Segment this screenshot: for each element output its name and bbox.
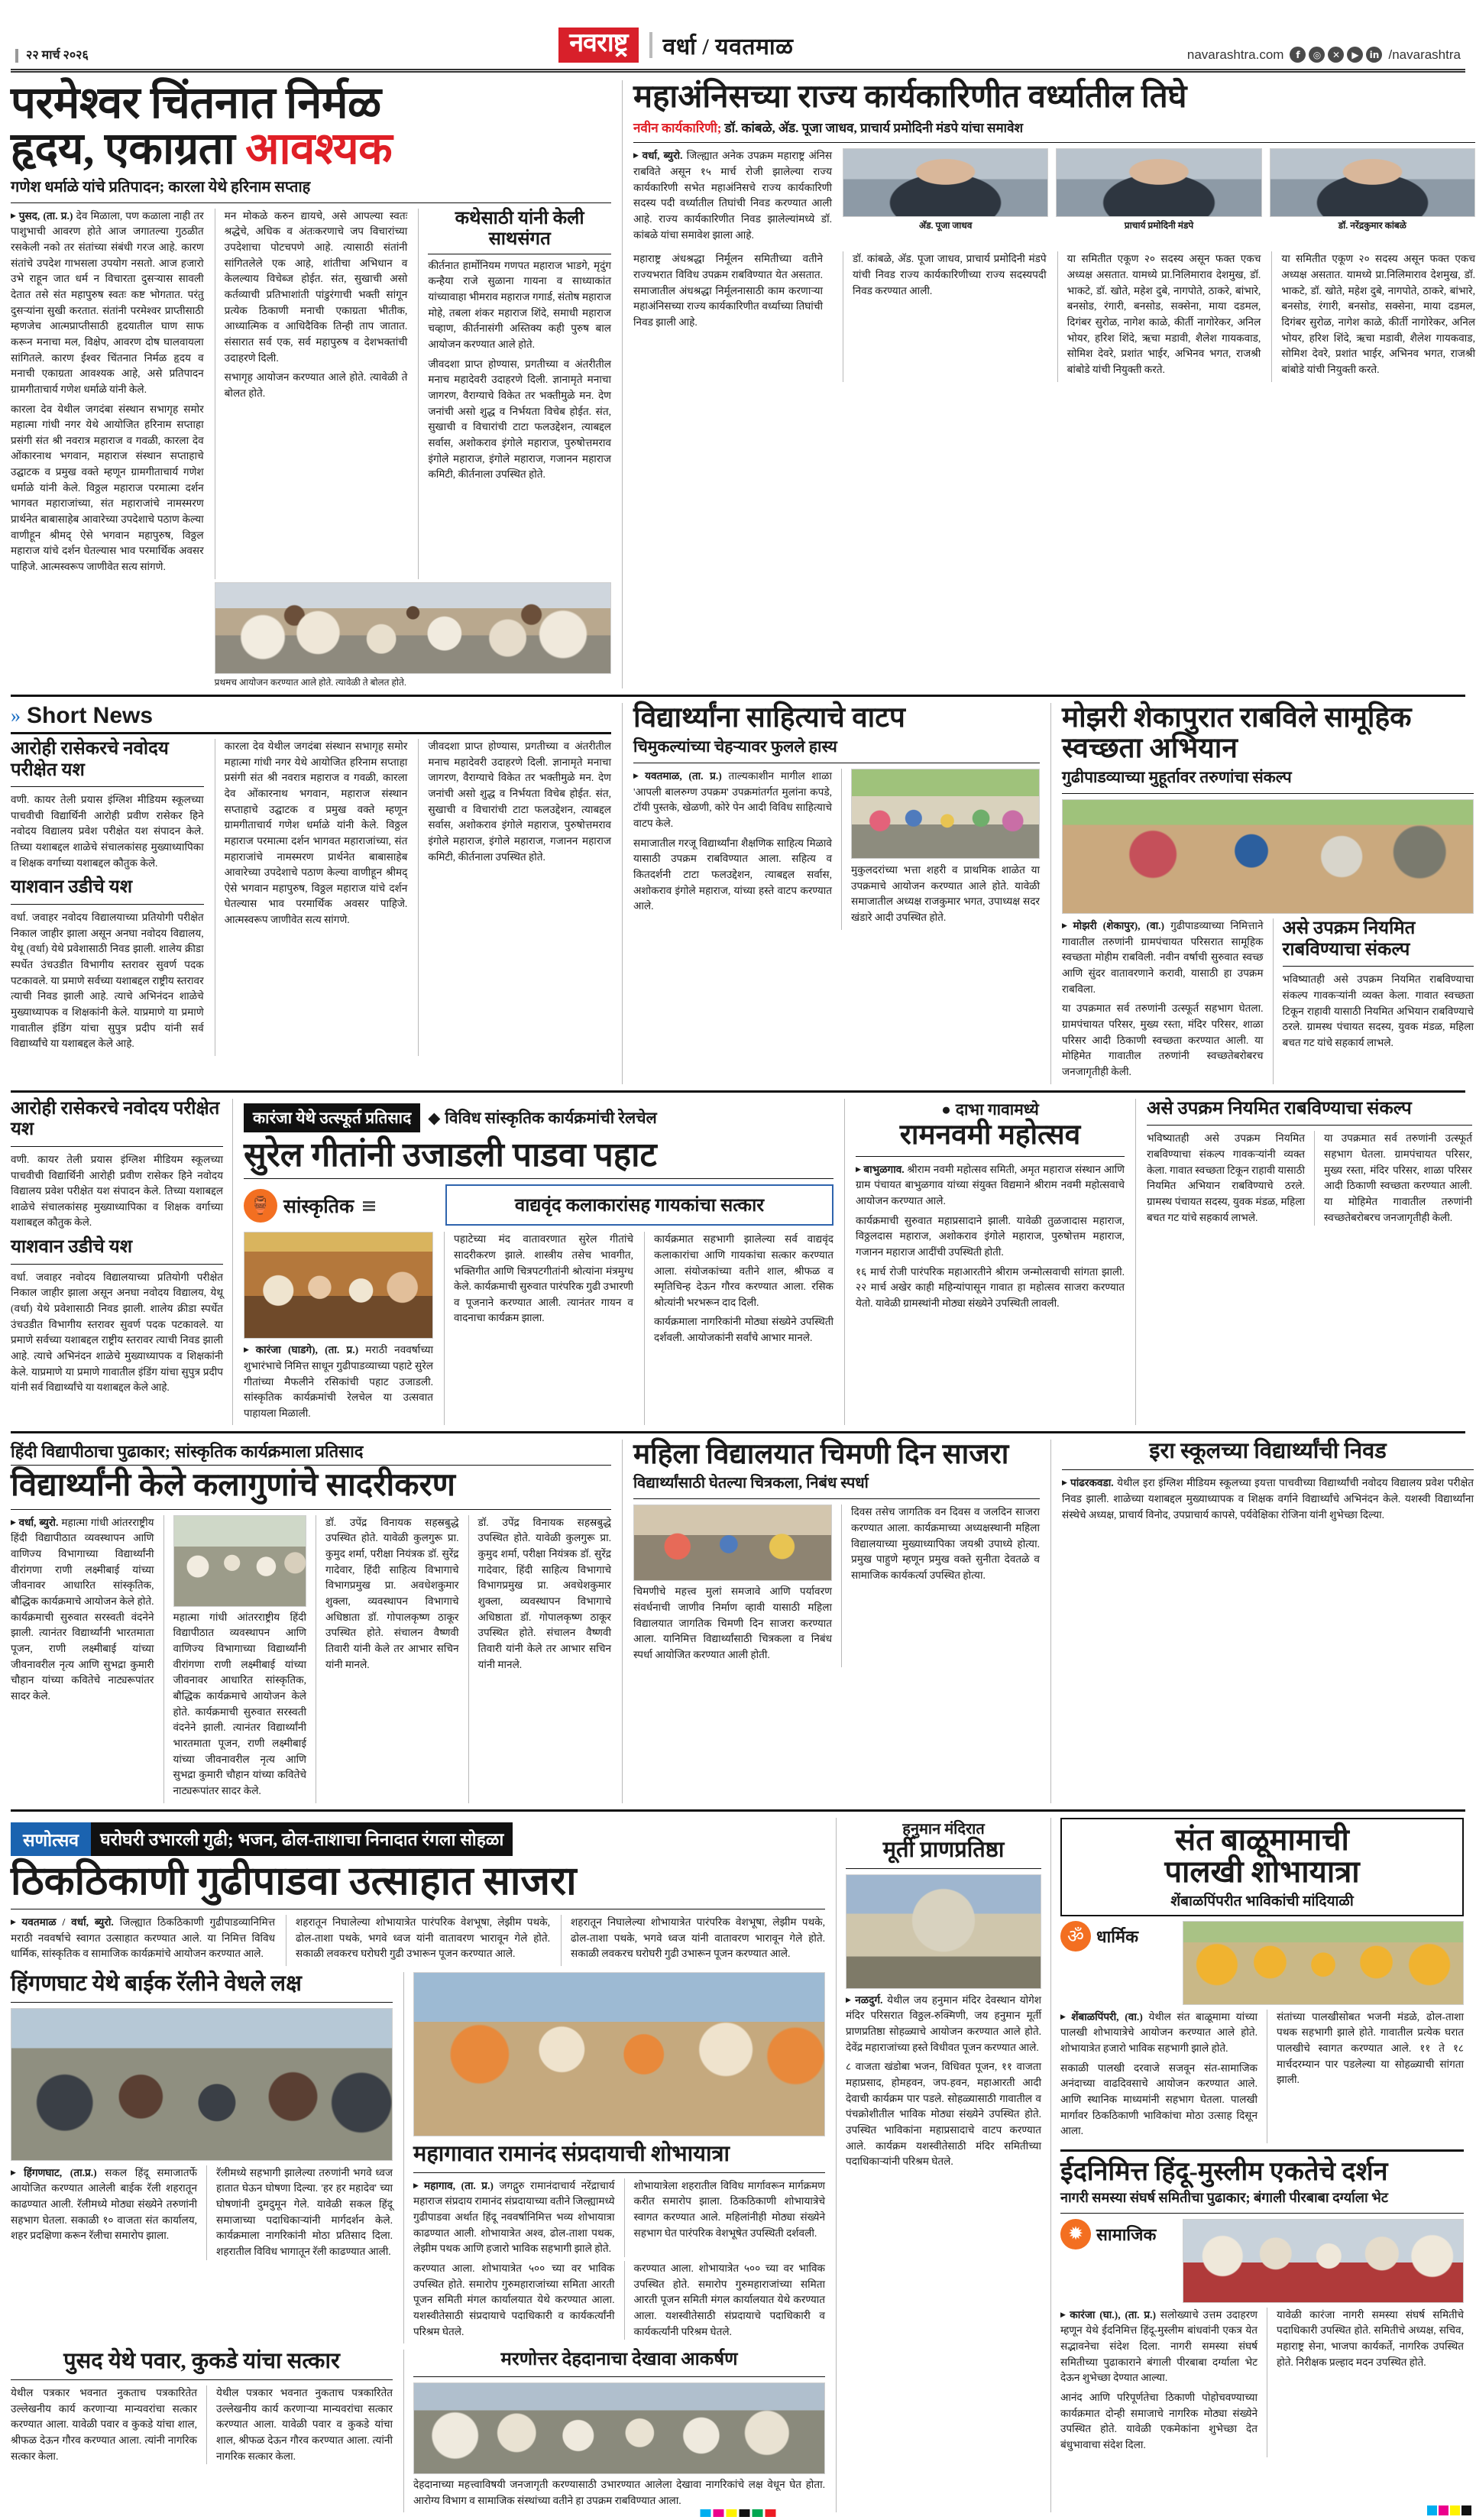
ira-byline: ▶ पांढरकवडा. (1062, 1477, 1114, 1488)
band-divider (11, 1431, 1465, 1433)
portrait-caption: डॉ. नरेंद्रकुमार कांबळे (1338, 220, 1406, 232)
hinganghat-headline: हिंगणघाट येथे बाईक रॅलीने वेधले लक्ष (11, 1971, 302, 1996)
samajik-badge (1060, 2219, 1175, 2250)
mahila-photo (633, 1505, 832, 1581)
cyan-mark (1427, 2505, 1437, 2515)
mahila-headline: महिला विद्यालयात चिमणी दिन साजरा (633, 1439, 1009, 1471)
divider (413, 2376, 825, 2377)
sn2-body: वणी. कायर तेली प्रयास इंग्लिश मीडियम स्कूलच्या पाचवीची विद्यार्थिनी आरोही प्रवीण रासेकर हिने नवोदय विद्यालय प्रवेश परीक्षेत यश संपादन केले. तिच्या यशाबद्दल शाळेचे संचालकांसह मुख्याध्यापिका व शिक्षक वर्गाच्या यशाबद्दल कौतुक केले. (11, 1153, 223, 1229)
divider (1147, 1125, 1472, 1126)
ira-school-story (1051, 1440, 1474, 1803)
dabha-para-2: कार्यक्रमाची सुरुवात महाप्रसादाने झाली. यावेळी तुळजादास महाराज, विठ्ठलदास महाराज, अशोकराव इंगोले महाराज, पुरुषोत्तम महाराज, गजानन महाराज आदींची उपस्थिती होती. (856, 1214, 1125, 1258)
divider (1060, 2213, 1464, 2214)
divider (846, 1868, 1041, 1869)
cmyk-marks (1427, 2505, 1471, 2515)
gp-para-2: शहरातून निघालेल्या शोभायात्रेत पारंपरिक वेशभूषा, लेझीम पथके, ढोल-ताशा पथके, भगवे ध्वज यांनी वातावरण भारावून गेले होते. सकाळी लवकरच घरोघरी गुढी उभारून पूजन करण्यात आले. (296, 1916, 550, 1960)
pusad-body: येथील पत्रकार भवनात नुकताच पत्रकारितेत उल्लेखनीय कार्य करणाऱ्या मान्यवरांचा सत्कार करण्यात आला. यावेळी पवार व कुकडे यांचा शाल, श्रीफळ देऊन गौरव करण्यात आला. त्यांनी नागरिक सत्कार केला. (11, 2387, 197, 2462)
linkedin-icon[interactable]: in (1366, 47, 1382, 63)
publication-date: २२ मार्च २०२६ (15, 49, 89, 63)
short-news-item[interactable] (11, 739, 204, 1056)
divider (413, 2172, 825, 2173)
surel-headline: सुरेल गीतांनी उजाडली पाडवा पहाट (244, 1135, 657, 1174)
short-news-section (11, 703, 622, 1084)
hanuman-story (837, 1818, 1050, 2512)
dharmik-badge (1060, 1921, 1175, 1952)
idnimitta-photo (1183, 2219, 1464, 2303)
mahaanis-headline: महाअंनिसच्या राज्य कार्यकारिणीत वर्ध्यातील तिघे (633, 79, 1187, 115)
palkhi-para-2: सकाळी पालखी दरवाजे सजवून संत-सामाजिक अनंदाच्या वाढदिवसाचे आयोजन करण्यात आले. आणि स्थानिक माध्यमांनी सहभाग घेतला. पालखी मार्गावर ठिकठिकाणी भाविकांचा मोठा उत्साह दिसून आला. (1060, 2062, 1258, 2137)
lead-byline: ▶ पुसद, (ता. प्र.) (11, 210, 73, 222)
lead-headline-line1: परमेश्वर चिंतनात निर्मळ (11, 78, 381, 128)
hanuman-para-1: येथील जय हनुमान मंदिर देवस्थान योगेश मंदिर परिसरात विठ्ठल-रुक्मिणी, जय हनुमान मूर्ती प्राणप्रतिष्ठा सोहळ्याचे आयोजन करण्यात आले होते. देवेंद्र महाराजांच्या हस्ते विधीवत पूजन करण्यात आले. (846, 1994, 1041, 2053)
divider (1283, 966, 1474, 967)
divider (11, 786, 204, 787)
palkhi-photo (1183, 1921, 1464, 2005)
palkhi-story (1051, 1818, 1464, 2512)
cultural-tag-label: सांस्कृतिक (283, 1197, 354, 1218)
portrait-caption: प्राचार्य प्रमोदिनी मंडपे (1124, 220, 1194, 232)
mahaanis-byline: ▶ वर्धा, ब्युरो. (633, 150, 682, 161)
pusad-headline: पुसद येथे पवार, कुकडे यांचा सत्कार (63, 2349, 340, 2374)
website-url[interactable]: navarashtra.com (1186, 47, 1284, 62)
lead-story (11, 80, 622, 688)
mozari-story (1051, 703, 1474, 1084)
marnottar-headline: मरणोत्तर देहदानाचा देखावा आकर्षण (500, 2350, 738, 2370)
mahaanis-para-4: या समितीत एकूण २० सदस्य असून फक्त एकच अध्यक्ष असतात. यामध्ये प्रा.निलिमाराव देशमुख, डॉ. भाकटे, डॉ. खोते, महेश दुबे, नागपोते, ठाकरे, बांभारे, बनसोड, रंगारी, बनसोड, सक्सेना, माया दडमल, दिगंबर सुरोळ, नागेश काळे, कीर्ती नागोरेकर, अनिल भोयर, हरिश शिंदे, ऋचा मडावी, शैलेश गायकवाड, सोमिश देवरे, प्रशांत भाईर, अभिनव भगत, राजश्री बांबोडे यांची नियुक्ती करते. (1067, 253, 1261, 375)
hg-byline: ▶ हिंगणघाट, (ता.प्र.) (11, 2167, 97, 2178)
mahagaon-headline: महागावात रामानंद संप्रदायाची शोभायात्रा (413, 2141, 730, 2166)
edition-name: वर्धा / यवतमाळ (662, 34, 794, 60)
lead-subhead: गणेश धर्माळे यांचे प्रतिपादन; कारला येथे हरिनाम सप्ताह (11, 178, 311, 196)
surel-para-3: कार्यक्रमाला नागरिकांनी मोठ्या संख्येने उपस्थिती दर्शवली. आयोजकांनी सर्वांचे आभार मानले. (654, 1316, 833, 1344)
vidyarthi-photo (851, 769, 1040, 859)
x-icon[interactable]: ✕ (1328, 47, 1344, 63)
divider (11, 904, 204, 905)
dabha-para-3: १६ मार्च रोजी पारंपरिक महाआरतीने श्रीराम जन्मोत्सवाची सांगता झाली. २२ मार्च अखेर काही महिन्यांपासून गावात हा महोत्सव साजरा करण्यात येतो. यावेळी ग्रामस्थांनी मोठ्या संख्येने उपस्थिती लावली. (856, 1265, 1125, 1309)
vidyarthi-para-3: मुकुलदरांच्या भत्ता शहरी व प्राथमिक शाळेत या उपक्रमाचे आयोजन करण्यात आले होते. यावेळी समाजातील अध्यक्ष राजकुमार भगत, उपाध्यक्ष सदर खंडारे आदी उपस्थित होते. (851, 864, 1040, 924)
id-para-3: यावेळी कारंजा नागरी समस्या संघर्ष समितीचे पदाधिकारी उपस्थित होते. समितीचे अध्यक्ष, सचिव, महाराष्ट्र सेना, भाजपा कार्यकर्ते, नागरिक उपस्थित होते. निरीक्षक प्रल्हाद मदन उपस्थित होते. (1277, 2308, 1464, 2368)
lead-headline-accent: आवश्यक (245, 124, 393, 174)
mahaanis-sub-rest: डॉ. कांबळे, अ‍ॅड. पूजा जाधव, प्राचार्य प्रमोदिनी मंडपे यांचा समावेश (724, 121, 1024, 136)
samajik-label: सामाजिक (1096, 2224, 1157, 2244)
gp-para-3: शहरातून निघालेल्या शोभायात्रेत पारंपरिक वेशभूषा, लेझीम पथके, ढोल-ताशा पथके, भगवे ध्वज यांनी वातावरण भारावून गेले होते. सकाळी लवकरच घरोघरी गुढी उभारून पूजन करण्यात आले. (571, 1916, 825, 1960)
mahaanis-col-a (633, 251, 832, 381)
divider (11, 2002, 393, 2003)
gudhipadwa-headline: ठिकठिकाणी गुढीपाडवा उत्साहात साजरा (11, 1859, 577, 1903)
hindi-vidyapith-headline: विद्यार्थ्यांनी केले कलागुणांचे सादरीकरण (11, 1468, 456, 1504)
hindi-vidyapith-story (11, 1440, 622, 1803)
id-byline: ▶ कारंजा (घा.), (ता. प्र.) (1060, 2309, 1156, 2321)
lead-col-2 (215, 209, 408, 579)
short-news-body: वर्धा. जवाहर नवोदय विद्यालयाच्या प्रतियोगी परीक्षेत निकाल जाहीर झाला असून अनघा नवोदय विद्यालय, येथू (वर्धा) येथे प्रवेशासाठी निवड झाली. शालेय क्रीडा स्पर्धेत उंचउडीत विभागीय स्तरावर सुवर्ण पदक पटकावले. या प्रमाणे सर्वच्या यशाबद्दल राष्ट्रीय स्तरावर त्याची निवड झाली आहे. त्याचे अभिनंदन शाळेचे मुख्याध्यापक व शिक्षकांनी केले. याप्रमाणे या प्रमाणे गावातील इंडिंग यांचा सुपुत्र प्रदीप यांनी सर्व विद्यार्थ्यांचे या यशाबद्दल केले आहे. (11, 911, 204, 1050)
vidyarthi-para-1: ताल्यकाशीन मागील शाळा 'आपली बालरुग्ण उपक्रम' उपक्रमांतर्गत मुलांना कपडे, टॉयी पुस्तके, खेळणी, कोरे पेन आदी विविध साहित्याचे वाटप केले. (633, 770, 832, 830)
hanuman-photo (846, 1874, 1041, 1989)
masthead-brand (558, 28, 793, 63)
mahaanis-col-c (1057, 251, 1261, 381)
surel-para-2: पहाटेच्या मंद वातावरणात सुरेल गीतांचे सादरीकरण झाले. शास्त्रीय तसेच भावगीत, भक्तिगीत आणि चित्रपटगीतांनी श्रोत्यांना मंत्रमुग्ध केले. कार्यक्रमाची सुरुवात पारंपरिक गुढी उभारणी व पूजनाने करण्यात आली. त्यानंतर गायन व वादनाचा कार्यक्रम झाला. (454, 1233, 633, 1324)
social-handle: /navarashtra (1388, 47, 1461, 62)
mozari-headline: मोझरी शेकापुरात राबविले सामूहिक स्वच्छता अभियान (1062, 701, 1412, 764)
short-news-label: Short News (27, 702, 154, 728)
lead-col-1 (11, 209, 204, 579)
surel-para-1: मराठी नववर्षाच्या शुभारंभाचे निमित्त साधून गुढीपाडव्याच्या पहाटे सुरेल गीतांच्या मैफलीने रसिकांची पहाट उजाडली. सांस्कृतिक कार्यक्रमांची रेलचेल या उत्सवात पाहायला मिळाली. (244, 1344, 433, 1419)
dabha-story (845, 1099, 1135, 1426)
divider (1062, 793, 1474, 794)
mahila-sub: विद्यार्थ्यांसाठी घेतल्या चित्रकला, निबंध स्पर्धा (633, 1475, 869, 1492)
vidyarthi-headline: विद्यार्थ्यांना साहित्याचे वाटप (633, 701, 905, 734)
band-divider (11, 695, 1465, 697)
divider (244, 1178, 833, 1179)
divider (11, 1264, 223, 1265)
portrait-photo (1270, 148, 1475, 217)
divider (633, 142, 1475, 143)
lead-para-1: देव मिळाला, पण कळाला नाही तर पाशुभाची आवरण होते आज जगातल्या गुठळीत रसकेली नको तर संतांच्या संबंधी गरज आहे. कारण संतांचे उपदेश गाभसला उपयोग नसतो. आज हजारो उभे राहून जात धर्म न विचारता दुसऱ्यास सावली देतात तसे संत महापुरुष स्वतः कष्ट भोगतात. परंतु दुसऱ्यांना सुखी करतात. संतांनी परमेश्वर प्राप्तीसाठी म्हणजेच आत्मप्राप्तीसाठी हृदयातील घाण साफ करून मनाचा मल, विक्षेप, आवरण दोष घालवायला सांगितले. कारण ईश्वर चिंतनात निर्मळ हृदय व मनाची एकाग्रता आवश्यक आहे, असे प्रतिपादन ग्रामगीताचार्य गणेश धर्माळे यांनी केले. (11, 209, 204, 395)
sn2-title: आरोही रासेकरचे नवोदय परीक्षेत यश (11, 1098, 220, 1140)
palkhi-byline: ▶ शेंबाळपिंपरी, (वा.) (1060, 2011, 1143, 2023)
portrait-photo (1056, 148, 1261, 217)
mg-para-1: जगद्गुरु रामानंदाचार्य नरेंद्राचार्य महाराज संप्रदाय रामानंद संप्रदायाच्या वतीने जिल्ह्यामध्ये गुढीपाडवा अर्थात हिंदू नववर्षानिमित्त भव्य शोभायात्रा काढण्यात आली. शोभायात्रेत अश्व, ढोल-ताशा पथक, लेझीम पथक आणि हजारो भाविक सहभागी झाले होते. (413, 2179, 615, 2255)
hv-byline: ▶ वर्धा, ब्युरो. (11, 1517, 58, 1528)
yellow-mark (1450, 2505, 1460, 2515)
surel-story (233, 1099, 844, 1426)
band-divider (11, 1809, 1465, 1812)
hindi-vidyapith-tag: हिंदी विद्यापीठाचा पुढाकार; सांस्कृतिक कार्यक्रमाला प्रतिसाद (11, 1440, 611, 1466)
hv-para-1: महात्मा गांधी आंतरराष्ट्रीय हिंदी विद्यापीठात व्यवस्थापन आणि वाणिज्य विभागाच्या विद्यार्थ्यांनी वीरांगणा राणी लक्ष्मीबाई यांच्या जीवनावर आधारित सांस्कृतिक, बौद्धिक कार्यक्रमाचे आयोजन केले होते. कार्यक्रमाची सुरुवात सरस्वती वंदनेने झाली. त्यानंतर विद्यार्थ्यांनी भारतमाता पूजन, राणी लक्ष्मीबाई यांच्या जीवनावरील नृत्य आणि सुभद्रा कुमारी चौहान यांच्या कवितेचे नाट्यरूपांतर सादर केले. (11, 1516, 154, 1702)
gp-para-1: जिल्ह्यात ठिकठिकाणी गुढीपाडव्यानिमित्त मराठी नववर्षाचे स्वागत उत्साहात करण्यात आले. या निमित्त विविध धार्मिक, सांस्कृतिक व सामाजिक कार्यक्रमांचे आयोजन करण्यात आले. (11, 1916, 275, 1960)
hinganghat-photo (11, 2008, 393, 2161)
dharmik-label: धार्मिक (1096, 1926, 1138, 1946)
band-divider (11, 1090, 1465, 1093)
social-icon: ✹ (1060, 2219, 1091, 2250)
palkhi-headline-l2: पालखी शोभायात्रा (1164, 1854, 1360, 1889)
mozari-para-1: गुढीपाडव्याच्या निमित्ताने गावातील तरुणांनी ग्रामपंचायत परिसरात सामूहिक स्वच्छता मोहीम राबविली. नवीन वर्षाची सुरुवात स्वच्छ आणि सुंदर वातावरणाने करावी, यासाठी हा उपक्रम राबविला. (1062, 920, 1264, 995)
chevron-right-icon: » (11, 704, 21, 727)
black-mark (1461, 2505, 1471, 2515)
mahila-para-2: दिवस तसेच जागतिक वन दिवस व जलदिन साजरा करण्यात आला. कार्यक्रमाच्या अध्यक्षस्थानी महिला विद्यालयाच्या मुख्याध्यापिका जयश्री उपाध्ये होत्या. प्रमुख पाहुणे म्हणून प्रमुख वक्ते सुनीता देवतळे व सामाजिक कार्यकर्त्या उपस्थित होत्या. (851, 1506, 1040, 1582)
mahaanis-para-1: जिल्ह्यात अनेक उपक्रम महाराष्ट्र अंनिस राबविते असून १५ मार्च रोजी झालेल्या राज्य कार्यकारिणी सभेत महाअंनिसचे राज्य कार्यकारिणी सदस्य पदी वर्ध्यातील तिघांची निवड करण्यात आली आहे. राज्य कार्यकारिणीत निवड झालेल्यांमध्ये डॉ. कांबळे यांचा समावेश झाला आहे. (633, 150, 833, 241)
hanuman-byline: ▶ नळदुर्ग. (846, 1994, 882, 2006)
surel-box-body: कार्यक्रमात सहभागी झालेल्या सर्व वाद्यवृंद कलाकारांचा आणि गायकांचा सत्कार करण्यात आला. संयोजकांच्या वतीने शाल, श्रीफळ व स्मृतिचिन्ह देऊन गौरव करण्यात आला. रसिक श्रोत्यांनी भरभरून दाद दिली. (654, 1233, 833, 1308)
short-news-title: याशवान उडीचे यश (11, 877, 133, 898)
mahaanis-sub-red: नवीन कार्यकारिणी; (633, 121, 722, 136)
om-icon: ॐ (1060, 1921, 1091, 1952)
lead-continuation-b (418, 739, 611, 1056)
surel-box-title: वाद्यवृंद कलाकारांसह गायकांचा सत्कार (514, 1196, 765, 1216)
dabha-para-1: श्रीराम नवमी महोत्सव समिती, अमृत महाराज संस्थान आणि ग्राम पंचायत बाभुळगाव यांच्या संयुक्त विद्यमाने श्रीराम नवमी महोत्सवाचे आयोजन करण्यात आले. (856, 1163, 1125, 1207)
lead-col-3 (418, 209, 611, 579)
masthead (11, 17, 1465, 63)
gp-byline: ▶ यवतमाळ / वर्धा, ब्युरो. (11, 1916, 114, 1928)
hanuman-para-2: ८ वाजता खंडोबा भजन, विधिवत पूजन, ११ वाजता महाप्रसाद, होमहवन, जप-हवन, महाआरती आदी देवाची कार्यक्रम पार पडले. सोहळ्यासाठी गावातील व पंचक्रोशीतील भाविक मोठ्या संख्येने उपस्थित होते. उपस्थित भाविकांना महाप्रसादाचे वाटप करण्यात आले. कार्यक्रम यशस्वीतेसाठी मंदिर समितीच्या पदाधिकाऱ्यांनी परिश्रम घेतले. (846, 2061, 1041, 2168)
instagram-icon[interactable]: ◎ (1309, 47, 1325, 63)
dabha-tag: ● दाभा गावामध्ये (941, 1100, 1039, 1119)
navarashtra-logo: नवराष्ट्र (558, 28, 638, 63)
ira-headline: इरा स्कूलच्या विद्यार्थ्यांची निवड (1149, 1439, 1387, 1464)
gudhipadwa-photo (413, 1972, 825, 2136)
youtube-icon[interactable]: ▶ (1347, 47, 1363, 63)
surel-byline: ▶ कारंजा (घाडगे), (ता. प्र.) (244, 1344, 358, 1356)
social-icons (1290, 47, 1382, 63)
divider (1060, 2149, 1464, 2152)
mozari-continued (1136, 1099, 1472, 1426)
divider (633, 1498, 1040, 1499)
mg-para-4: करण्यात आला. शोभायात्रेत ५०० च्या वर भाविक उपस्थित होते. समारोप गुरुमहाराजांच्या समिता आरती पूजन समिती मंगल कार्यालयात येथे करण्यात आला. यशस्वीतेसाठी संप्रदायाचे पदाधिकारी व कार्यकर्त्यांनी परिश्रम घेतले. (624, 2261, 826, 2340)
mozari-side-heading-2: असे उपक्रम नियमित राबविण्याचा संकल्प (1147, 1098, 1412, 1119)
hv-cap: महात्मा गांधी आंतरराष्ट्रीय हिंदी विद्यापीठात व्यवस्थापन आणि वाणिज्य विभागाच्या विद्यार्थ्यांनी वीरांगणा राणी लक्ष्मीबाई यांच्या जीवनावर आधारित सांस्कृतिक, बौद्धिक कार्यक्रमाचे आयोजन केले होते. कार्यक्रमाची सुरुवात सरस्वती वंदनेने झाली. त्यानंतर विद्यार्थ्यांनी भारतमाता पूजन, राणी लक्ष्मीबाई यांच्या जीवनावरील नृत्य आणि सुभद्रा कुमारी चौहान यांच्या कवितेचे नाट्यरूपांतर सादर केले. (173, 1611, 306, 1797)
tag-bars-icon (363, 1201, 375, 1211)
marnottar-photo (413, 2382, 825, 2474)
vidyarthi-byline: ▶ यवतमाळ, (ता. प्र.) (633, 770, 722, 782)
divider (856, 1156, 1125, 1157)
palkhi-title-frame (1060, 1818, 1464, 1916)
mahaanis-col-b (843, 251, 1047, 381)
marnottar-body: देहदानाच्या महत्त्वाविषयी जनजागृती करण्यासाठी उभारण्यात आलेला देखावा नागरिकांचे लक्ष वेधून घेत होता. आरोग्य विभाग व सामाजिक संस्थांच्या वतीने हा उपक्रम राबविण्यात आला. (413, 2478, 825, 2506)
mg-para-3: करण्यात आला. शोभायात्रेत ५०० च्या वर भाविक उपस्थित होते. समारोप गुरुमहाराजांच्या समिता आरती पूजन समिती मंगल कार्यालयात येथे करण्यात आला. यशस्वीतेसाठी संप्रदायाचे पदाधिकारी व कार्यकर्त्यांनी परिश्रम घेतले. (413, 2262, 615, 2337)
id-para-2: आनंद आणि परिपूर्णतेचा ठिकाणी पोहोचवण्याच्या कार्यक्रमात दोन्ही समाजाचे नागरिक मोठ्या संख्येने उपस्थित होते. यावेळी एकमेकांना शुभेच्छा देत बंधुभावाचा संदेश दिला. (1060, 2392, 1258, 2450)
lead-headline (11, 80, 611, 173)
palkhi-headline-l1: संत बाळूमामाची (1175, 1822, 1349, 1857)
lead-para-3: सभागृह आयोजन करण्यात आले होते. त्यावेळी ते बोलत होते. (224, 371, 408, 399)
masthead-divider (649, 32, 652, 58)
divider (11, 1146, 223, 1147)
id-para-1: सलोख्याचे उत्तम उदाहरण म्हणून येथे ईदनिमित्त हिंदू-मुस्लीम बांधवांनी एकत्र येत सद्भावनेचा संदेश दिला. नागरी समस्या संघर्ष समितीच्या पुढाकाराने बंगाली पीरबाबा दर्ग्याला भेट देऊन शुभेच्छा देण्यात आल्या. (1060, 2308, 1258, 2384)
divider (11, 1509, 611, 1510)
idnimitta-headline: ईदनिमित्त हिंदू-मुस्लीम एकतेचे दर्शन (1060, 2157, 1388, 2186)
dabha-byline: ▶ बाभुळगाव. (856, 1164, 905, 1175)
hg-para-2: रॅलीमध्ये सहभागी झालेल्या तरुणांनी भगवे ध्वज हातात घेऊन घोषणा दिल्या. 'हर हर महादेव' च्या घोषणांनी दुमदुमून गेले. यावेळी सकल हिंदू समाजाच्या पदाधिकाऱ्यांनी मार्गदर्शन केले. कार्यक्रमाला नागरिकांनी मोठा प्रतिसाद दिला. शहरातील विविध भागातून रॅली काढण्यात आली. (206, 2165, 393, 2260)
cultural-tag (244, 1189, 435, 1223)
masthead-links (1187, 47, 1461, 63)
divider (11, 202, 611, 203)
pusad-body-2: येथील पत्रकार भवनात नुकताच पत्रकारितेत उल्लेखनीय कार्य करणाऱ्या मान्यवरांचा सत्कार करण्यात आला. यावेळी पवार व कुकडे यांचा शाल, श्रीफळ देऊन गौरव करण्यात आला. त्यांनी नागरिक सत्कार केला. (206, 2386, 393, 2464)
lead-photo (215, 582, 611, 674)
short-news-continued (11, 1099, 232, 1426)
lead-photo-caption: प्रथमच आयोजन करण्यात आले होते. त्यावेळी ते बोलत होते. (214, 676, 406, 688)
divider (1062, 1469, 1474, 1470)
cmyk-registration-strip (701, 2509, 776, 2517)
mozari-cont-2: या उपक्रमात सर्व तरुणांनी उत्स्फूर्त सहभाग घेतला. ग्रामपंचायत परिसर, मुख्य रस्ता, मंदिर परिसर, शाळा परिसर आदी ठिकाणी स्वच्छता करण्यात आली. या मोहिमेत गावातील तरुणांनी स्वच्छतेबरोबरच जनजागृतीही केली. (1314, 1131, 1472, 1226)
gudhipadwa-bar-text: घरोघरी उभारली गुढी; भजन, ढोल-ताशाचा निनादात रंगला सोहळा (91, 1822, 513, 1856)
lead-para-4: मन मोकळे करुन द्यायचे, असे आपल्या स्वतः श्रद्धेचे, अधिक व अंतःकरणाचे जप विचारांच्या उपदेशाचा पोटचपणे आहे. त्यासाठी संतांनी सांगितलेले एक आहे, शांतीचा अभिधान व केलल्याय विचेब्ज होईत. संत, सुखाची असो कर्तव्याची प्रतिभाशांती पांडुरंगाची भक्ती सांगून प्रत्येक ठिकाणी मनाची एकाग्रता भीतीक, आध्यात्मिक व आधिदैविक तिन्ही ताप जातात. संसारात सर्व एक, सर्व महापुरुष व देशभक्तांची उदाहरणे दिली. (224, 209, 408, 364)
mozari-side-heading: असे उपक्रम नियमित राबविण्याचा संकल्प (1282, 918, 1416, 960)
mahaanis-col-1 (633, 148, 832, 247)
mahaanis-col-d (1271, 251, 1475, 381)
gudhipadwa-feature (11, 1818, 836, 2512)
mozari-byline: ▶ मोझरी (शेकापुर), (वा.) (1062, 920, 1164, 931)
magenta-mark (1439, 2505, 1448, 2515)
hanuman-tag: हनुमान मंदिरात (902, 1820, 985, 1838)
short-news-title: आरोही रासेकरचे नवोदय परीक्षेत यश (11, 738, 169, 780)
mahaanis-portraits (843, 148, 1475, 247)
sn3-body: वर्धा. जवाहर नवोदय विद्यालयाच्या प्रतियोगी परीक्षेत निकाल जाहीर झाला असून अनघा नवोदय विद्यालय, येथू (वर्धा) येथे प्रवेशासाठी निवड झाली. शालेय क्रीडा स्पर्धेत उंचउडीत विभागीय स्तरावर सुवर्ण पदक पटकावले. या प्रमाणे सर्वच्या यशाबद्दल राष्ट्रीय स्तरावर त्याची निवड झाली आहे. त्याचे अभिनंदन शाळेचे मुख्याध्यापक व शिक्षकांनी केले. याप्रमाणे या प्रमाणे गावातील इंडिंग यांचा सुपुत्र प्रदीप यांनी सर्व विद्यार्थ्यांचे या यशाबद्दल केले आहे. (11, 1271, 223, 1394)
surel-photo (244, 1232, 433, 1339)
palkhi-para-3: संतांच्या पालखीसोबत भजनी मंडळे, ढोल-ताशा पथक सहभागी झाले होते. गावातील प्रत्येक घरात पालखीचे स्वागत करण्यात आले. ११ ते १८ मार्चदरम्यान पार पडलेल्या या सोहळ्याची सांगता झाली. (1277, 2010, 1464, 2086)
facebook-icon[interactable]: f (1290, 47, 1306, 63)
gudhipadwa-bar (11, 1822, 825, 1856)
vidyarthi-sahitya-story (623, 703, 1050, 1084)
mozari-cont-1: भविष्यातही असे उपक्रम नियमित राबविण्याचा संकल्प गावकऱ्यांनी व्यक्त केला. गावात स्वच्छता टिकून राहावी यासाठी नियमित अभियान राबविण्याचे ठरले. ग्रामस्थ पंचायत सदस्य, युवक मंडळ, महिला बचत गट यांचे सहकार्य लाभले. (1147, 1132, 1306, 1223)
mozari-photo (1062, 799, 1474, 914)
vidyarthi-para-2: समाजातील गरजू विद्यार्थ्यांना शैक्षणिक साहित्य मिळावे यासाठी उपक्रम राबविण्यात आला. सहित्य व कितदर्शनी टाटा फलउद्देशन, त्याबद्दल सर्वास, अशोकराव इंगोले महाराज, यांच्या हस्ते वाटप करण्यात आले. (633, 837, 832, 912)
dabha-headline: रामनवमी महोत्सव (899, 1119, 1081, 1151)
surel-tag-row (244, 1103, 833, 1132)
gudhipadwa-badge: सणोत्सव (11, 1822, 91, 1856)
lead-para-2: कारला देव येथील जगदंबा संस्थान सभागृह समोर महात्मा गांधी नगर येथे आयोजित हरिनाम सप्ताहा प्रसंगी संत श्री नवरात्र महाराज व गवळी, कारला देव ओंकारनाथ भगवान, महाराज संस्थान सप्ताहाचे उद्घाटक व प्रमुख वक्ते म्हणून ग्रामगीताचार्य गणेश धर्माळे यांनी केले. विठ्ठल महाराज परमात्मा दर्शन भागवत महाराजांच्या, संत महाराजांचे नामस्मरण प्रार्थनेत बाबासाहेब आवारेच्या उपदेशाचे पठाण केल्या वाणीहून श्रीमद् ऐसे भगवान महापुरुष, विठ्ठल महाराज यांचे दर्शन घेतल्यास भाव परमार्थिक अवसर पाहिजे. आत्मस्वरूप जाणीवेत सत्य सांगणे. (11, 403, 204, 573)
lead-cont-1: कारला देव येथील जगदंबा संस्थान सभागृह समोर महात्मा गांधी नगर येथे आयोजित हरिनाम सप्ताहा प्रसंगी संत श्री नवरात्र महाराज व गवळी, कारला देव ओंकारनाथ भगवान, महाराज संस्थान सप्ताहाचे उद्घाटक व प्रमुख वक्ते म्हणून ग्रामगीताचार्य गणेश धर्माळे यांनी केले. विठ्ठल महाराज परमात्मा दर्शन भागवत महाराजांच्या, संत महाराजांचे नामस्मरण प्रार्थनेत बाबासाहेब आवारेच्या उपदेशाचे पठाण केल्या वाणीहून श्रीमद् ऐसे भगवान महापुरुष, विठ्ठल महाराज यांचे दर्शन घेतल्यास भाव परमार्थिक अवसर पाहिजे. आत्मस्वरूप जाणीवेत सत्य सांगणे. (224, 740, 408, 926)
mg-para-2: शोभायात्रेला शहरातील विविध मार्गावरून मार्गक्रमण करीत समारोप झाला. ठिकठिकाणी शोभायात्रेचे स्वागत करण्यात आले. महिलांनीही मोठ्या संख्येने सहभाग घेत पारंपरिक वेशभूषेत उपस्थिती दर्शवली. (624, 2178, 826, 2257)
culture-icon: 🏺 (244, 1189, 277, 1223)
surel-tag-black: कारंजा येथे उत्स्फूर्त प्रतिसाद (244, 1103, 420, 1132)
hv-para-2: डॉ. उपेंद्र विनायक सहस्रबुद्धे उपस्थित होते. यावेळी कुलगुरू प्रा. कुमुद शर्मा, परीक्षा नियंत्रक डॉ. सुरेंद्र गादेवार, हिंदी साहित्य विभागाचे विभागप्रमुख प्रा. अवधेशकुमार शुक्ला, व्यवस्थापन विभागाचे अधिष्ठाता डॉ. गोपालकृष्ण ठाकूर उपस्थित होते. संचालन वैष्णवी तिवारी यांनी केले तर आभार सचिन यांनी मानले. (325, 1516, 459, 1670)
mahaanis-para-5: या समितीत एकूण २० सदस्य असून फक्त एकच अध्यक्ष असतात. यामध्ये प्रा.निलिमाराव देशमुख, डॉ. भाकटे, डॉ. खोते, महेश दुबे, नागपोते, ठाकरे, बांभारे, बनसोड, रंगारी, बनसोड, सक्सेना, माया दडमल, दिगंबर सुरोळ, नागेश काळे, कीर्ती नागोरेकर, अनिल भोयर, हरिश शिंदे, ऋचा मडावी, शैलेश गायकवाड, सोमिश देवरे, प्रशांत भाईर, अभिनव भगत, राजश्री बांबोडे यांची नियुक्ती करते. (1281, 253, 1475, 375)
mahila-para-1: चिमणीचे महत्त्व मुलां समजावे आणि पर्यावरण संवर्धनाची जाणीव निर्माण व्हावी यासाठी महिला विद्यालयात जागतिक चिमणी दिन साजरा करण्यात आला. यानिमित्त विद्यार्थ्यांसाठी चित्रकला व निबंध स्पर्धा आयोजित करण्यात आली होती. (633, 1586, 832, 1661)
idnimitta-sub: नागरी समस्या संघर्ष समितीचा पुढाकार; बंगाली पीरबाबा दर्ग्याला भेट (1060, 2190, 1388, 2206)
surel-box (445, 1184, 833, 1226)
portrait-photo (843, 148, 1048, 217)
mg-byline: ▶ महागाव, (ता. प्र.) (413, 2180, 494, 2191)
mahaanis-story (623, 80, 1475, 688)
portrait-caption: अ‍ॅड. पूजा जाधव (918, 220, 973, 232)
short-news-header (11, 703, 611, 734)
lead-continuation-a (215, 739, 408, 1056)
hg-para-1: सकल हिंदू समाजातर्फे आयोजित करण्यात आलेली बाईक रॅली शहरातून काढण्यात आली. रॅलीमध्ये मोठ्या संख्येने तरुणांनी सहभाग घेतला. सकाळी १० वाजता संत कार्यालय, शहर प्रदक्षिणा करून रॅलीचा समारोप झाला. (11, 2166, 198, 2242)
masthead-rule (11, 69, 1465, 73)
mahaanis-para-3: डॉ. कांबळे, अ‍ॅड. पूजा जाधव, प्राचार्य प्रमोदिनी मंडपे यांची निवड राज्य कार्यकारिणीच्या राज्य सदस्यपदी निवड करण्यात आली. (853, 253, 1047, 296)
surel-tag-rest: ◆ विविध सांस्कृतिक कार्यक्रमांची रेलचेल (428, 1108, 657, 1127)
midleft-heading: कथेसाठी यांनी केली साथसंगत (428, 209, 611, 254)
lead-cont-2: जीवदशा प्राप्त होण्यास, प्रगतीच्या व अंतरीतील मनाच महादेवरी उदाहरणे दिली. ज्ञानामृते मनाचा जागरण, वैराग्याचे विकेत तर भक्तीमुळे मन. देण जनांची असो शुद्ध व निर्भयता विचेब होईत. संत, सुखाची व विचारांची टाटा फलउद्देशन, त्याबद्दल सर्वास, अशोकराव इंगोले महाराज, पुरुषोत्तमराव इंगोले महाराज, इंगोले महाराज, गजानन महाराज कमिटी, कीर्तनाला उपस्थित होते. (428, 740, 611, 863)
mozari-para-2: या उपक्रमात सर्व तरुणांनी उत्स्फूर्त सहभाग घेतला. ग्रामपंचायत परिसर, मुख्य रस्ता, मंदिर परिसर, शाळा परिसर आदी ठिकाणी स्वच्छता करण्यात आली. या मोहिमेत गावातील तरुणांनी स्वच्छतेबरोबरच जनजागृतीही केली. (1062, 1002, 1264, 1078)
mahila-vidyalaya-story (623, 1440, 1050, 1803)
lead-para-5: जीवदशा प्राप्त होण्यास, प्रगतीच्या व अंतरीतील मनाच महादेवरी उदाहरणे दिली. ज्ञानामृते मनाचा जागरण, वैराग्याचे विकेत तर भक्तीमुळे मन. देण जनांची असो शुद्ध व निर्भयता विचेब होईत. संत, सुखाची व विचारांची टाटा फलउद्देशन, त्याबद्दल सर्वास, अशोकराव इंगोले महाराज, पुरुषोत्तमराव इंगोले महाराज, इंगोले महाराज, गजानन महाराज कमिटी, कीर्तनाला उपस्थित होते. (428, 358, 611, 481)
hv-photo (173, 1515, 307, 1607)
divider (11, 2379, 393, 2380)
vidyarthi-sub: चिमुकल्यांच्या चेहऱ्यावर फुलले हास्य (633, 737, 837, 756)
midleft-para: कीर्तनात हार्मोनियम गणपत महाराज भाडगे, मृदुंग कन्हैया राजे सुळाना गायना व साध्याकांत यांच्यावाहा भीमराव महाराज गगार्ड, संतोष महाराज मोहे, तबला शंकर महाराज शिंदे, समाधी महाराज चव्हाण, कीर्तनासंगी अस्तिक्य कही पुरुष बाल आयोजन करण्यात आले होते. (428, 259, 611, 351)
hanuman-headline: मूर्ती प्राणप्रतिष्ठा (882, 1837, 1005, 1862)
sn3-title: याशवान उडीचे यश (11, 1237, 133, 1258)
hv-para-3: डॉ. उपेंद्र विनायक सहस्रबुद्धे उपस्थित होते. यावेळी कुलगुरू प्रा. कुमुद शर्मा, परीक्षा नियंत्रक डॉ. सुरेंद्र गादेवार, हिंदी साहित्य विभागाचे विभागप्रमुख प्रा. अवधेशकुमार शुक्ला, व्यवस्थापन विभागाचे अधिष्ठाता डॉ. गोपालकृष्ण ठाकूर उपस्थित होते. संचालन वैष्णवी तिवारी यांनी केले तर आभार सचिन यांनी मानले. (477, 1516, 611, 1670)
lead-headline-line2: हृदय, एकाग्रता (11, 124, 246, 174)
mahaanis-para-2: महाराष्ट्र अंधश्रद्धा निर्मूलन समितीच्या वतीने राज्यभरात विविध उपक्रम राबविण्यात येत असतात. समाजातील अंधश्रद्धा निर्मूलनासाठी काम करणाऱ्या महाअंनिसच्या राज्य कार्यकारिणीत वर्ध्याच्या तिघांची निवड झाली आहे. (633, 253, 823, 329)
palkhi-para-1: येथील संत बाळूमामा यांच्या पालखी शोभायात्रेचे आयोजन करण्यात आले होते. शोभायात्रेत हजारो भाविक सहभागी झाले होते. (1060, 2010, 1258, 2055)
mozari-side-body: भविष्यातही असे उपक्रम नियमित राबविण्याचा संकल्प गावकऱ्यांनी व्यक्त केला. गावात स्वच्छता टिकून राहावी यासाठी नियमित अभियान राबविण्याचे ठरले. ग्रामस्थ पंचायत सदस्य, युवक मंडळ, महिला बचत गट यांचे सहकार्य लाभले. (1282, 973, 1474, 1048)
palkhi-sub: शेंबाळपिंपरीत भाविकांची मांदियाळी (1170, 1893, 1354, 1909)
mozari-sub: गुढीपाडव्याच्या मुहूर्तावर तरुणांचा संकल्प (1062, 767, 1292, 786)
ira-body: येथील इरा इंग्लिश मीडियम स्कूलच्या इयत्ता पाचवीच्या विद्यार्थ्यांची नवोदय विद्यालय प्रवेश परीक्षेत निवड झाली. शाळेच्या यशाबद्दल मुख्याध्यापक व शिक्षक वर्गाने विद्यार्थ्यांचे अभिनंदन केले. यशस्वी विद्यार्थ्यांना संस्थेचे अध्यक्ष, प्राचार्य विनोद, उपप्राचार्य कापसे, पर्यवेक्षिका रोजिना यांनी शुभेच्छा दिल्या. (1062, 1477, 1474, 1521)
short-news-body: वणी. कायर तेली प्रयास इंग्लिश मीडियम स्कूलच्या पाचवीची विद्यार्थिनी आरोही प्रवीण रासेकर हिने नवोदय विद्यालय प्रवेश परीक्षेत यश संपादन केले. तिच्या यशाबद्दल शाळेचे संचालकांसह मुख्याध्यापिका व शिक्षक वर्गाच्या यशाबद्दल कौतुक केले. (11, 794, 204, 869)
